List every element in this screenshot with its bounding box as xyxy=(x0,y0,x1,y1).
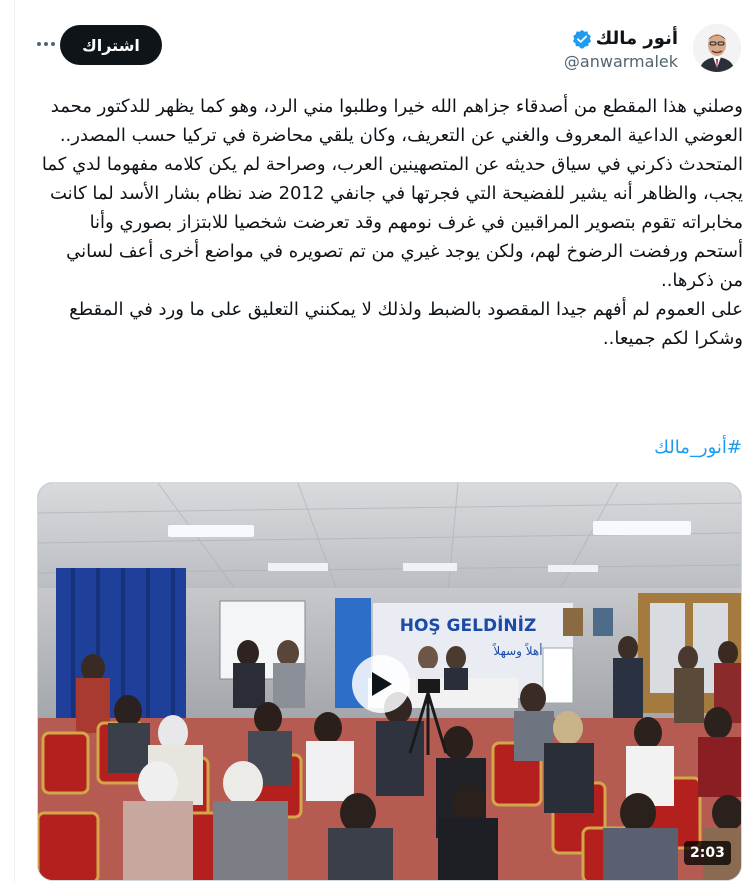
tweet-text xyxy=(38,92,743,353)
author-avatar[interactable] xyxy=(693,24,741,72)
play-icon xyxy=(368,670,394,698)
author-block[interactable] xyxy=(564,27,678,73)
timeline-divider xyxy=(14,0,15,883)
more-dots-icon[interactable] xyxy=(34,34,58,54)
tweet-paragraph: المتحدث ذكرني في سياق حديثه عن المتصهينين العرب، وصراحة لم يكن كلامه مفهوما لدي كما يجب، والظاهر أنه يشير للفضيحة التي فجرتها في جانفي 2012 ضد نظام بشار الأسد لما كانت مخابراته تقوم بتصوير المراقبين في غرف نومهم وقد تعرضت شخصيا للابتزاز بصوري وأنا أستحم ورفضت الرضوخ لهم، ولكن يوجد غيري من تم تصويره في مواضع أخرى أعف لساني من ذكرها.. xyxy=(41,154,743,291)
hashtag-link[interactable]: #أنور_مالك xyxy=(654,437,742,458)
banner-text-ar: أهلاً وسهلاً xyxy=(493,644,543,658)
tweet-paragraph: على العموم لم أفهم جيدا المقصود بالضبط ولذلك لا يمكنني التعليق على ما ورد في المقطع وشكرا لكم جميعا.. xyxy=(69,299,743,349)
video-duration: 2:03 xyxy=(684,841,731,865)
tweet-paragraph: وصلني هذا المقطع من أصدقاء جزاهم الله خيرا وطلبوا مني الرد، وهو كما يظهر للدكتور محمد العوضي الداعية المعروف والغني عن التعريف، وكان يلقي محاضرة في تركيا حسب المصدر.. xyxy=(50,96,743,146)
author-name-row[interactable] xyxy=(564,27,678,51)
subscribe-button[interactable]: اشتراك xyxy=(60,25,162,65)
author-handle[interactable]: @anwarmalek xyxy=(563,52,678,71)
author-name[interactable]: أنور مالك xyxy=(595,28,678,49)
play-button[interactable] xyxy=(352,655,410,713)
person-avatar-icon xyxy=(693,24,741,72)
banner-text-tr: HOŞ GELDİNİZ xyxy=(399,616,537,636)
verified-badge-icon xyxy=(572,29,592,49)
